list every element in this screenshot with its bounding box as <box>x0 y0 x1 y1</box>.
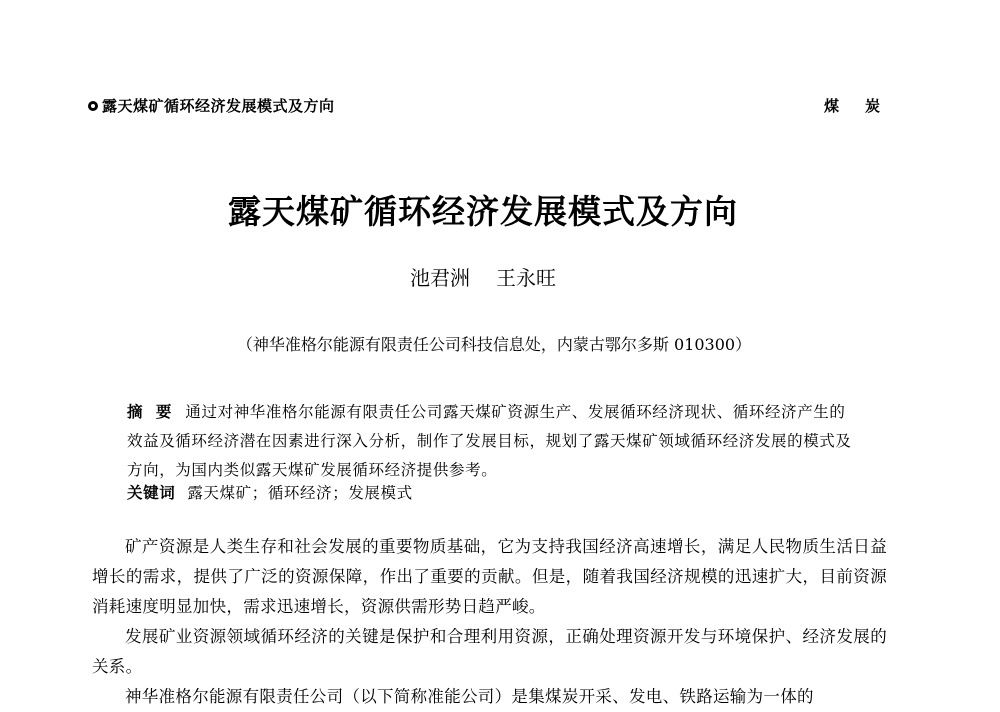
keywords-text: 露天煤矿；循环经济；发展模式 <box>187 484 413 502</box>
body-paragraph: 矿产资源是人类生存和社会发展的重要物质基础，它为支持我国经济高速增长，满足人民物质生活日益增长的需求，提供了广泛的资源保障，作出了重要的贡献。但是，随着我国经济规模的迅速扩大，目前资源消耗速度明显加快，需求迅速增长，资源供需形势日趋严峻。 <box>92 537 887 616</box>
body-text <box>92 532 887 712</box>
article-title: 露天煤矿循环经济发展模式及方向 <box>228 192 738 231</box>
author-name: 王永旺 <box>496 266 556 290</box>
bullet-icon <box>88 101 98 111</box>
author-list <box>0 262 966 291</box>
abstract-text: 通过对神华准格尔能源有限责任公司露天煤矿资源生产、发展循环经济现状、循环经济产生的效益及循环经济潜在因素进行深入分析，制作了发展目标，规划了露天煤矿领域循环经济发展的模式及方向，为国内类似露天煤矿发展循环经济提供参考。 <box>127 403 852 479</box>
abstract <box>127 398 859 485</box>
body-paragraph: 发展矿业资源领域循环经济的关键是保护和合理利用资源，正确处理资源开发与环境保护、经济发展的关系。 <box>92 627 887 676</box>
journal-name: 煤炭 <box>823 97 906 115</box>
running-title: 露天煤矿循环经济发展模式及方向 <box>102 97 335 115</box>
author-name: 池君洲 <box>410 266 470 290</box>
running-header <box>88 95 906 117</box>
running-header-left <box>88 95 335 116</box>
keywords <box>127 480 413 506</box>
keywords-label: 关键词 <box>127 484 176 502</box>
abstract-label: 摘 要 <box>127 403 176 421</box>
body-paragraph: 神华准格尔能源有限责任公司（以下简称准能公司）是集煤炭开采、发电、铁路运输为一体的 <box>125 687 814 706</box>
affiliation: （神华准格尔能源有限责任公司科技信息处，内蒙古鄂尔多斯 010300） <box>236 335 752 354</box>
